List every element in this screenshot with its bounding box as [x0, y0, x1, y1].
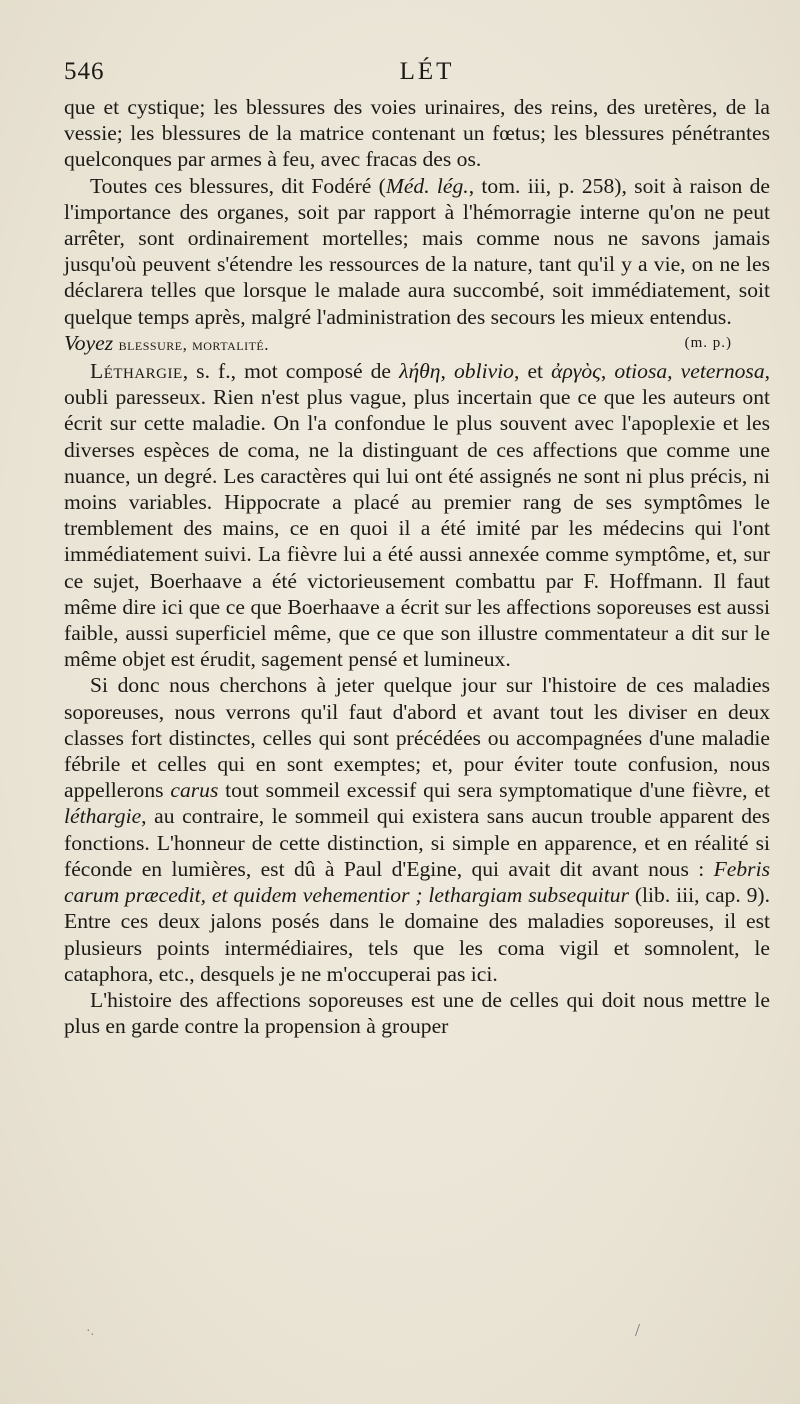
author-initials: (m. p.) [684, 334, 732, 351]
text-run: tout sommeil excessif qui sera symptomatique d'une fièvre, et [218, 778, 770, 803]
term-carus: carus [170, 778, 219, 803]
text-run: (lib. iii, cap. 9). Entre ces deux jalons posés dans le domaine des maladies soporeuses, il est plusieurs points intermédiaires, tels que les coma vigil et somnolent, le cataphora, etc., desquels je ne m'occuperai pas ici. [64, 883, 770, 986]
text-run: , au contraire, le sommeil qui existera sans aucun trouble apparent des fonctions. L'honneur de cette distinction, si simple en apparence, et en réalité si féconde en lumières, est dû à Paul d'Egine, qui avait dit avant nous : [64, 804, 770, 881]
latin-term: otiosa, veternosa [614, 359, 765, 384]
text-run: , et [513, 359, 552, 384]
body-text [64, 94, 770, 1039]
running-title: LÉT [399, 58, 455, 85]
citation: Méd. lég. [385, 173, 469, 198]
term-lethargie: léthargie [64, 804, 142, 829]
greek-term: λήθη [399, 359, 441, 384]
paragraph-histoire: L'histoire des affections soporeuses est une de celles qui doit nous mettre le plus en garde contre la propension à grouper [64, 987, 770, 1039]
entry-lethargie [64, 358, 770, 672]
latin-quote: Febris carum præcedit, et quidem vehementior ; lethargiam subsequitur [64, 856, 770, 908]
paragraph-fodere [64, 173, 770, 330]
page-number: 546 [64, 58, 105, 85]
cross-reference-line [64, 330, 770, 358]
paragraph-soporeuses [64, 672, 770, 986]
text-run: Toutes ces blessures, dit Fodéré ( [90, 173, 386, 198]
text-run: , [600, 359, 615, 384]
ink-speck-icon: ·. [86, 1324, 95, 1339]
text-run: , s. f., mot composé de [182, 359, 400, 384]
paragraph-continuation: que et cystique; les blessures des voies urinaires, des reins, des uretères, de la vessie; les blessures de la matrice contenant un fœtus; les blessures pénétrantes quelconques par armes à feu, avec fracas des os. [64, 95, 770, 172]
ink-stroke-icon: / [634, 1320, 640, 1340]
cross-references: blessure, mortalité. [118, 334, 269, 354]
latin-term: oblivio [453, 359, 514, 384]
text-run: , oubli paresseux. Rien n'est plus vague, plus incertain que ce que les auteurs ont écrit sur cette maladie. On l'a confondue le plus souvent avec l'apoplexie et les diverses espèces de coma, ne la distinguant de ces affections que comme une nuance, un degré. Les caractères qui lui ont été assignés ne sont ni plus précis, ni moins variables. Hippocrate a placé au premier rang de ses symptômes le tremblement des mains, ce en quoi il a été imité par les médecins qui l'ont immédiatement suivi. La fièvre lui a été aussi annexée comme symptôme, et, sur ce sujet, Boerhaave a été victorieusement combattu par F. Hoffmann. Il faut même dire ici que ce que Boerhaave a écrit sur les affections soporeuses est aussi faible, aussi superficiel même, que ce que son illustre commentateur a dit sur le même objet est érudit, sagement pensé et lumineux. [64, 359, 771, 672]
paper-marks [80, 1320, 660, 1340]
text-run: , [440, 359, 454, 384]
voyez-label: Voyez [64, 330, 114, 355]
text-run: Si donc nous cherchons à jeter quelque jour sur l'histoire de ces maladies soporeuses, nous verrons qu'il faut d'abord et avant tout les diviser en deux classes fort distinctes, celles qui sont précédées ou accompagnées d'une maladie fébrile et celles qui en sont exemptes; et, pour éviter toute confusion, nous appellerons [64, 673, 770, 803]
text-run: , tom. iii, p. 258), soit à raison de l'importance des organes, soit par rapport à l'hémorragie interne qu'on ne peut arrêter, sont ordinairement mortelles; mais comme nous ne savons jamais jusqu'où peuvent s'étendre les ressources de la nature, tant qu'il y a vie, on ne les déclarera telles que lorsque le malade aura succombé, soit immédiatement, soit quelque temps après, malgré l'administration des secours les mieux entendus. [64, 173, 770, 329]
greek-term: ἀργὸς [551, 359, 601, 384]
running-head [64, 58, 770, 94]
entry-headword: Léthargie [90, 359, 183, 384]
